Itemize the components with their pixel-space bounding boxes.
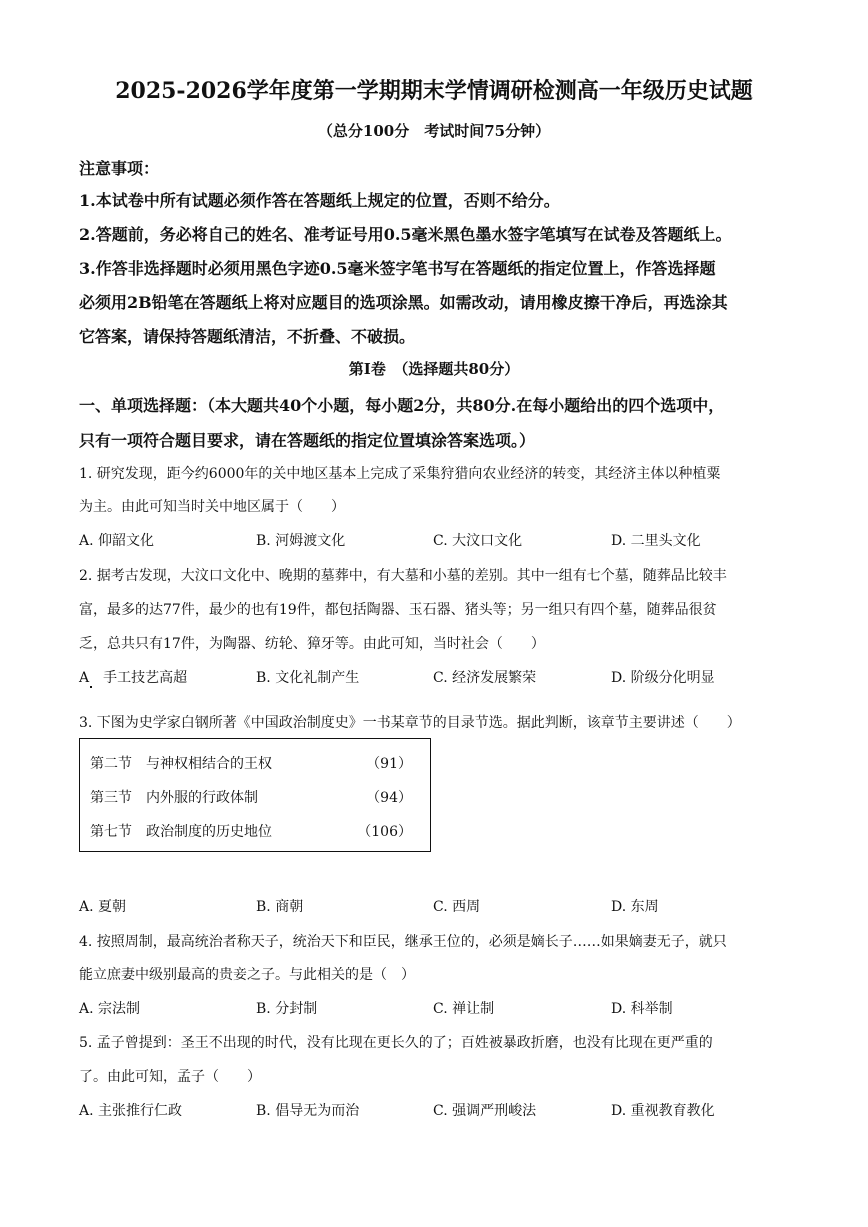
stray-dot — [90, 686, 92, 688]
question-2-line-b: 富，最多的达77件，最少的也有19件，都包括陶器、玉石器、猪头等；另一组只有四个墓，随葬品很贫 — [79, 602, 717, 618]
question-3-option-d: D. 东周 — [611, 899, 659, 915]
question-2-option-d: D. 阶级分化明显 — [611, 670, 715, 686]
question-5-line-b: 了。由此可知，孟子（ ） — [79, 1069, 261, 1085]
question-4-line-b: 能立庶妻中级别最高的贵妾之子。与此相关的是（ ） — [79, 967, 415, 983]
question-2-line-a: 2. 据考古发现，大汶口文化中、晚期的墓葬中，有大墓和小墓的差别。其中一组有七个墓，随葬品比较丰 — [79, 568, 727, 584]
question-1-option-a: A. 仰韶文化 — [79, 533, 155, 549]
notice-line-3b: 必须用2B铅笔在答题纸上将对应题目的选项涂黑。如需改动，请用橡皮擦干净后，再选涂其 — [79, 293, 728, 312]
exam-subtitle: （总分100分 考试时间75分钟） — [317, 122, 551, 140]
toc-section: 第二节 与神权相结合的王权 — [90, 756, 272, 772]
notice-line-1: 1.本试卷中所有试题必须作答在答题纸上规定的位置，否则不给分。 — [79, 191, 560, 210]
question-3-option-b: B. 商朝 — [256, 899, 304, 915]
question-5-option-c: C. 强调严刑峻法 — [433, 1103, 537, 1119]
question-2-line-c: 乏，总共只有17件，为陶器、纺轮、獐牙等。由此可知，当时社会（ ） — [79, 636, 545, 652]
question-2-option-c: C. 经济发展繁荣 — [433, 670, 537, 686]
section-heading-b: 只有一项符合题目要求，请在答题纸的指定位置填涂答案选项。） — [79, 431, 536, 450]
toc-row — [90, 753, 420, 773]
question-1-option-c: C. 大汶口文化 — [433, 533, 523, 549]
toc-section: 第三节 内外服的行政体制 — [90, 790, 258, 806]
question-3-line-a: 3. 下图为史学家白钢所著《中国政治制度史》一书某章节的目录节选。据此判断，该章节主要讲述（ ） — [79, 715, 741, 731]
notice-line-3c: 它答案，请保持答题纸清洁，不折叠、不破损。 — [79, 327, 416, 346]
question-1-option-b: B. 河姆渡文化 — [256, 533, 346, 549]
question-1-line-a: 1. 研究发现，距今约6000年的关中地区基本上完成了采集狩猎向农业经济的转变，其经济主体以种植粟 — [79, 466, 721, 482]
question-3-option-c: C. 西周 — [433, 899, 481, 915]
question-1-option-d: D. 二里头文化 — [611, 533, 701, 549]
toc-page: （106） — [357, 824, 412, 840]
toc-page: （91） — [366, 756, 412, 772]
question-4-line-a: 4. 按照周制，最高统治者称天子，统治天下和臣民，继承王位的，必须是嫡长子……如果嫡妻无子，就只 — [79, 934, 727, 950]
question-5-option-d: D. 重视教育教化 — [611, 1103, 715, 1119]
question-4-option-b: B. 分封制 — [256, 1001, 318, 1017]
notice-line-3a: 3.作答非选择题时必须用黑色字迹0.5毫米签字笔书写在答题纸的指定位置上，作答选择题 — [79, 259, 716, 278]
toc-page: （94） — [366, 790, 412, 806]
part-one-heading: 第Ⅰ卷 （选择题共80分） — [348, 360, 520, 378]
question-5-line-a: 5. 孟子曾提到：圣王不出现的时代，没有比现在更长久的了；百姓被暴政折磨，也没有比现在更严重的 — [79, 1035, 713, 1051]
question-1-line-b: 为主。由此可知当时关中地区属于（ ） — [79, 499, 345, 515]
question-4-option-a: A. 宗法制 — [79, 1001, 141, 1017]
toc-section: 第七节 政治制度的历史地位 — [90, 824, 272, 840]
question-4-option-c: C. 禅让制 — [433, 1001, 495, 1017]
question-5-option-a: A. 主张推行仁政 — [79, 1103, 183, 1119]
question-2-option-b: B. 文化礼制产生 — [256, 670, 360, 686]
toc-row — [90, 787, 420, 807]
exam-title: 2025-2026学年度第一学期期末学情调研检测高一年级历史试题 — [115, 78, 753, 104]
toc-row — [90, 821, 420, 841]
question-5-option-b: B. 倡导无为而治 — [256, 1103, 360, 1119]
question-3-option-a: A. 夏朝 — [79, 899, 127, 915]
table-of-contents-box — [79, 738, 431, 852]
section-heading-a: 一、单项选择题：（本大题共40个小题，每小题2分，共80分.在每小题给出的四个选项中， — [79, 396, 725, 415]
notice-line-2: 2.答题前，务必将自己的姓名、准考证号用0.5毫米黑色墨水签字笔填写在试卷及答题纸上。 — [79, 225, 732, 244]
question-2-option-a: A 手工技艺高超 — [79, 670, 188, 686]
notice-heading: 注意事项： — [79, 159, 160, 178]
question-4-option-d: D. 科举制 — [611, 1001, 673, 1017]
